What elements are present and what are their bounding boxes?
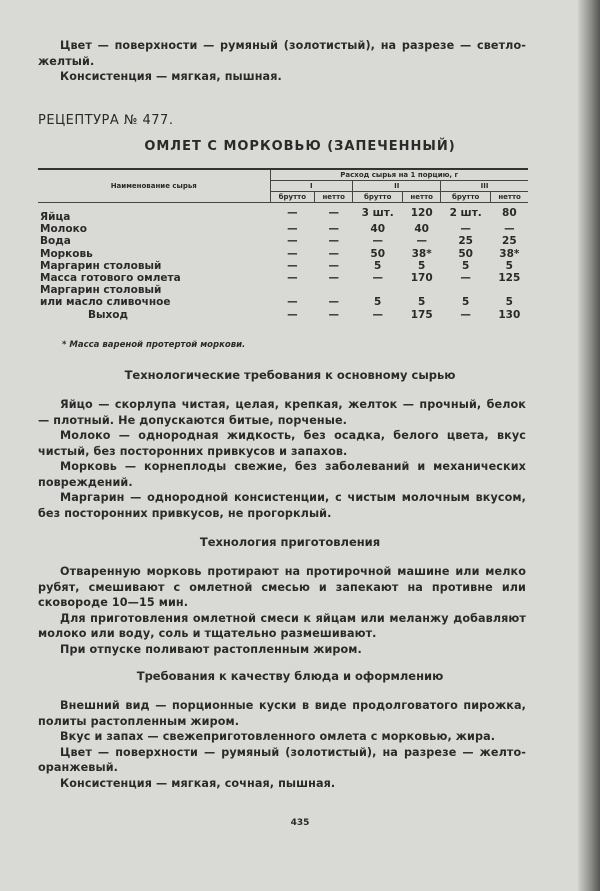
table-row bbox=[38, 284, 528, 296]
quantity-cell: 5 bbox=[505, 296, 513, 309]
sub-header: брутто bbox=[270, 192, 315, 203]
paragraph: Молоко — однородная жидкость, без осадка, белого цвета, вкус чистый, без посторонних привкусов и запахов. bbox=[38, 429, 526, 458]
quantity-cell: 5 bbox=[462, 259, 470, 272]
quantity-cell: — bbox=[328, 207, 339, 219]
variant-header: I bbox=[270, 181, 353, 192]
section-heading: Технологические требования к основному сырью bbox=[124, 368, 456, 382]
section-heading: Требования к качеству блюда и оформлению bbox=[136, 669, 444, 683]
quantity-cell: 40 bbox=[370, 223, 386, 236]
quantity-cell: 38* bbox=[499, 247, 520, 260]
quantity-cell: 80 bbox=[502, 207, 517, 219]
ingredient-name: Масса готового омлета bbox=[40, 272, 181, 285]
col-group-header: Расход сырья на 1 порцию, г bbox=[270, 169, 528, 181]
quantity-cell: — bbox=[328, 272, 339, 285]
section-body bbox=[38, 564, 526, 657]
paragraph: Отваренную морковь протирают на протирочной машине или мелко рубят, смешивают с омлетной смесью и запекают на противне или сковороде 10—15 мин. bbox=[38, 565, 526, 609]
quantity-cell: — bbox=[328, 259, 339, 272]
quantity-cell: 5 bbox=[462, 296, 470, 309]
quantity-cell: 5 bbox=[505, 259, 513, 272]
quantity-cell: — bbox=[287, 247, 298, 260]
ingredient-name: Выход bbox=[88, 308, 128, 321]
ingredient-name: Молоко bbox=[40, 223, 87, 236]
recipe-number: РЕЦЕПТУРА № 477. bbox=[38, 113, 174, 128]
quantity-cell bbox=[315, 284, 353, 296]
quantity-cell: — bbox=[460, 223, 471, 236]
paragraph: Яйцо — скорлупа чистая, целая, крепкая, желток — прочный, белок — плотный. Не допускаются битые, порченые. bbox=[38, 398, 526, 427]
quantity-cell: — bbox=[504, 223, 515, 236]
table-row bbox=[38, 260, 528, 272]
paragraph: При отпуске поливают растопленным жиром. bbox=[60, 642, 362, 656]
quantity-cell bbox=[353, 284, 403, 296]
paragraph: Для приготовления омлетной смеси к яйцам или меланжу добавляют молоко или воду, соль и тщательно размешивают. bbox=[38, 611, 526, 640]
quantity-cell: 170 bbox=[410, 272, 433, 285]
quantity-cell: 3 шт. bbox=[361, 207, 394, 219]
variant-header: III bbox=[441, 181, 528, 192]
ingredient-name: Вода bbox=[40, 235, 71, 248]
quantity-cell: — bbox=[328, 247, 339, 260]
quantity-cell: 38* bbox=[411, 247, 432, 260]
table-row bbox=[38, 223, 528, 235]
paragraph: Консистенция — мягкая, пышная. bbox=[60, 70, 282, 83]
quantity-cell: 50 bbox=[458, 247, 473, 260]
page-edge-shadow bbox=[578, 0, 600, 891]
quantity-cell: — bbox=[328, 235, 339, 248]
sub-header: брутто bbox=[353, 192, 403, 203]
paragraph: Внешний вид — порционные куски в виде продолговатого пирожка, политы растопленным жиром. bbox=[38, 699, 526, 728]
section-heading: Технология приготовления bbox=[199, 535, 381, 549]
quantity-cell: 25 bbox=[458, 235, 473, 248]
sub-header: нетто bbox=[315, 192, 353, 203]
quantity-cell: — bbox=[372, 308, 383, 321]
quantity-cell: 175 bbox=[410, 308, 433, 321]
quantity-cell: 130 bbox=[498, 308, 521, 321]
section-body bbox=[38, 397, 526, 521]
sub-header: нетто bbox=[403, 192, 441, 203]
sub-header: нетто bbox=[491, 192, 528, 203]
quantity-cell: — bbox=[372, 235, 383, 248]
ingredient-name: Яйца bbox=[40, 211, 71, 223]
paragraph: Морковь — корнеплоды свежие, без заболеваний и механических повреждений. bbox=[38, 460, 526, 489]
quantity-cell bbox=[441, 284, 491, 296]
sub-header: брутто bbox=[441, 192, 491, 203]
recipe-title: ОМЛЕТ С МОРКОВЬЮ (ЗАПЕЧЕННЫЙ) bbox=[144, 139, 456, 154]
table-row bbox=[38, 309, 528, 321]
table-row bbox=[38, 272, 528, 284]
quantity-cell: 50 bbox=[370, 247, 386, 260]
quantity-cell: 5 bbox=[418, 259, 426, 272]
section-body bbox=[38, 698, 526, 791]
quantity-cell: — bbox=[287, 272, 298, 285]
quantity-cell: 25 bbox=[502, 235, 517, 248]
paragraph: Консистенция — мягкая, сочная, пышная. bbox=[60, 776, 336, 790]
quantity-cell: 5 bbox=[374, 259, 382, 272]
ingredient-name: или масло сливочное bbox=[40, 296, 171, 309]
quantity-cell: — bbox=[460, 272, 471, 285]
table-row bbox=[38, 235, 528, 247]
quantity-cell: — bbox=[287, 308, 298, 321]
quantity-cell: — bbox=[287, 259, 298, 272]
quantity-cell: — bbox=[287, 296, 298, 309]
table-row bbox=[38, 248, 528, 260]
quantity-cell: 5 bbox=[374, 296, 382, 309]
quantity-cell: 2 шт. bbox=[449, 207, 482, 219]
quantity-cell bbox=[270, 284, 315, 296]
ingredient-name: Маргарин столовый bbox=[40, 259, 162, 272]
quantity-cell: — bbox=[372, 272, 383, 285]
ingredient-name: Морковь bbox=[40, 247, 93, 260]
quantity-cell: — bbox=[328, 296, 339, 309]
table-footnote: * Масса вареной протертой моркови. bbox=[62, 340, 246, 350]
quantity-cell: 40 bbox=[414, 223, 429, 236]
page-number: 435 bbox=[290, 818, 310, 828]
quantity-cell: — bbox=[416, 235, 427, 248]
quantity-cell: — bbox=[287, 235, 298, 248]
quantity-cell: 125 bbox=[498, 272, 521, 285]
variant-header: II bbox=[353, 181, 441, 192]
col-name-header: Наименование сырья bbox=[38, 169, 270, 203]
table-row bbox=[38, 203, 528, 224]
quantity-cell: — bbox=[287, 207, 298, 219]
quantity-cell: — bbox=[287, 223, 298, 236]
quantity-cell bbox=[491, 284, 528, 296]
paragraph: Маргарин — однородной консистенции, с чистым молочным вкусом, без посторонних привкусов, не прогорклый. bbox=[38, 491, 526, 520]
quantity-cell: — bbox=[328, 308, 339, 321]
table-row bbox=[38, 296, 528, 308]
quantity-cell bbox=[403, 284, 441, 296]
paragraph: Цвет — поверхности — румяный (золотистый), на разрезе — светло-желтый. bbox=[38, 39, 526, 68]
paragraph: Вкус и запах — свежеприготовленного омлета с морковью, жира. bbox=[60, 730, 496, 743]
ingredients-table bbox=[38, 168, 528, 321]
paragraph: Цвет — поверхности — румяный (золотистый), на разрезе — желто-оранжевый. bbox=[38, 745, 526, 774]
quantity-cell: 120 bbox=[410, 207, 433, 219]
top-paragraphs bbox=[38, 38, 526, 85]
quantity-cell: — bbox=[328, 223, 339, 236]
ingredient-name: Маргарин столовый bbox=[40, 284, 162, 297]
quantity-cell: — bbox=[460, 308, 471, 321]
quantity-cell: 5 bbox=[418, 296, 426, 309]
